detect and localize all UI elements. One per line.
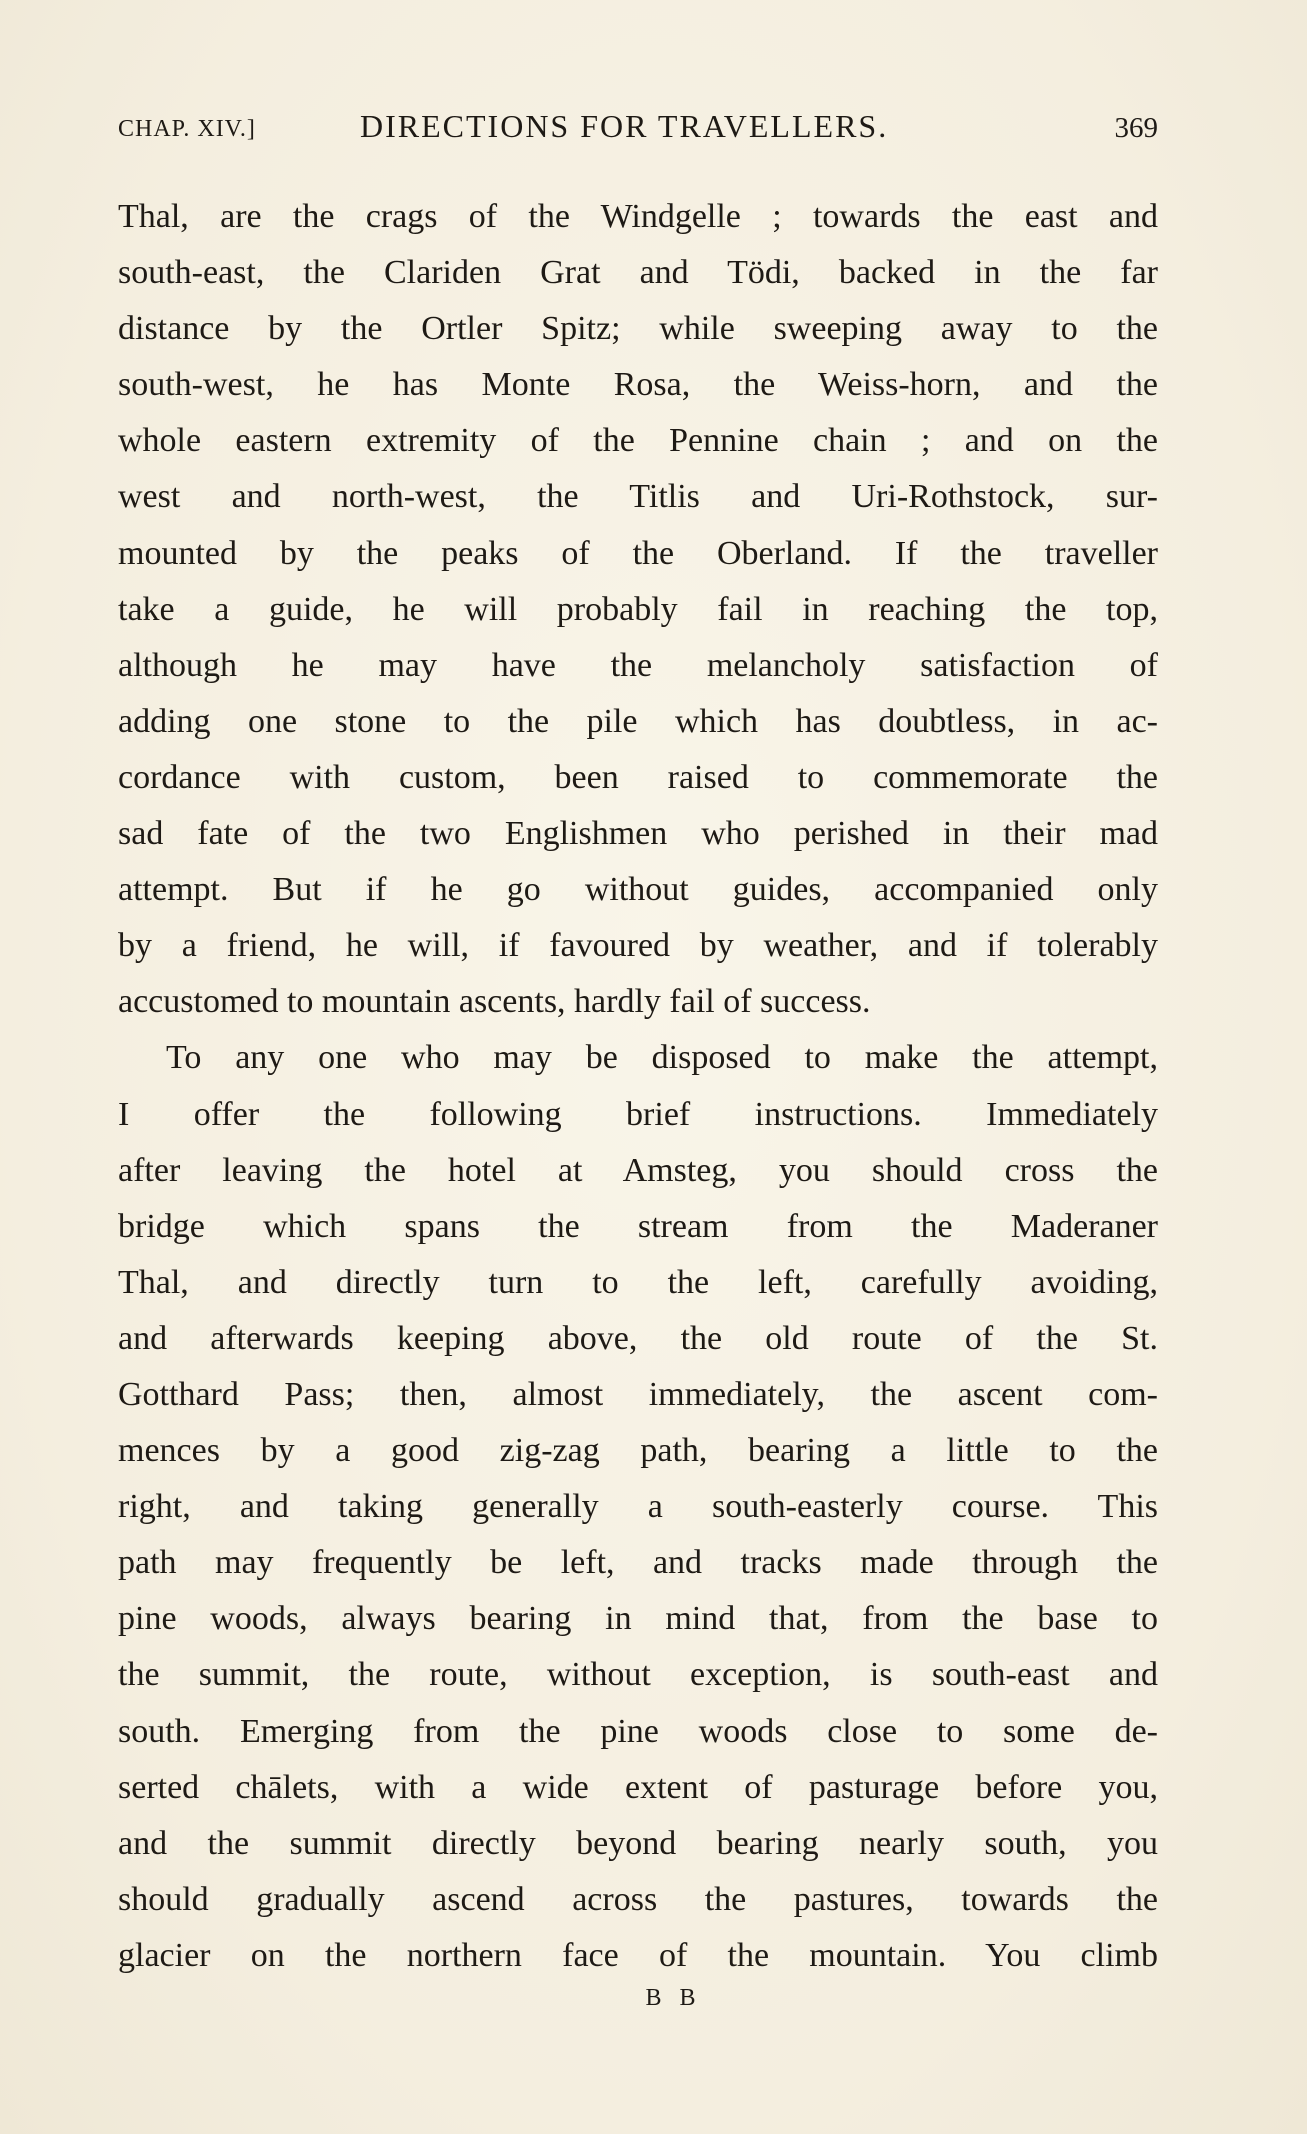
text-line: although he may have the melancholy satisfaction of: [118, 646, 1158, 684]
chapter-label: CHAP. XIV.]: [118, 116, 256, 142]
text-line: west and north-west, the Titlis and Uri-Rothstock, sur-: [118, 478, 1158, 516]
text-line: right, and taking generally a south-easterly course. This: [118, 1488, 1158, 1526]
text-line: Thal, are the crags of the Windgelle ; towards the east and: [118, 198, 1158, 235]
text-line: cordance with custom, been raised to commemorate the: [118, 758, 1158, 796]
text-line: adding one stone to the pile which has doubtless, in ac-: [118, 702, 1158, 740]
text-line: mences by a good zig-zag path, bearing a little to the: [118, 1432, 1158, 1470]
page-number: 369: [1114, 112, 1158, 144]
text-line: after leaving the hotel at Amsteg, you should cross the: [118, 1151, 1158, 1189]
text-line: distance by the Ortler Spitz; while sweeping away to the: [118, 310, 1158, 348]
text-line: the summit, the route, without exception, is south-east and: [118, 1656, 1158, 1694]
text-line: bridge which spans the stream from the Maderaner: [118, 1207, 1158, 1245]
text-line: take a guide, he will probably fail in reaching the top,: [118, 590, 1158, 628]
text-line: path may frequently be left, and tracks made through the: [118, 1544, 1158, 1582]
running-header: [118, 108, 1158, 152]
text-line: whole eastern extremity of the Pennine chain ; and on the: [118, 422, 1158, 460]
text-line: I offer the following brief instructions. Immediately: [118, 1095, 1158, 1133]
text-line: accustomed to mountain ascents, hardly fail of success.: [118, 983, 871, 1021]
text-line: and the summit directly beyond bearing nearly south, you: [118, 1824, 1158, 1862]
text-line: south-east, the Clariden Grat and Tödi, backed in the far: [118, 254, 1158, 292]
body-text: [118, 189, 1158, 1984]
text-line: glacier on the northern face of the mountain. You climb: [118, 1936, 1158, 1974]
text-line: south. Emerging from the pine woods close to some de-: [118, 1712, 1158, 1750]
running-title: DIRECTIONS FOR TRAVELLERS.: [360, 108, 889, 144]
text-line: To any one who may be disposed to make the attempt,: [166, 1039, 1158, 1077]
text-line: Thal, and directly turn to the left, carefully avoiding,: [118, 1263, 1158, 1301]
text-line: mounted by the peaks of the Oberland. If the traveller: [118, 534, 1158, 572]
text-line: sad fate of the two Englishmen who perished in their mad: [118, 815, 1158, 853]
text-line: serted chālets, with a wide extent of pasturage before you,: [118, 1768, 1158, 1806]
text-line: and afterwards keeping above, the old route of the St.: [118, 1319, 1158, 1357]
text-line: attempt. But if he go without guides, accompanied only: [118, 871, 1158, 909]
text-line: pine woods, always bearing in mind that, from the base to: [118, 1600, 1158, 1638]
text-line: south-west, he has Monte Rosa, the Weiss-horn, and the: [118, 366, 1158, 404]
text-line: by a friend, he will, if favoured by weather, and if tolerably: [118, 927, 1158, 965]
text-line: should gradually ascend across the pastures, towards the: [118, 1880, 1158, 1918]
signature-mark: B B: [645, 1985, 702, 2011]
text-line: Gotthard Pass; then, almost immediately, the ascent com-: [118, 1375, 1158, 1413]
